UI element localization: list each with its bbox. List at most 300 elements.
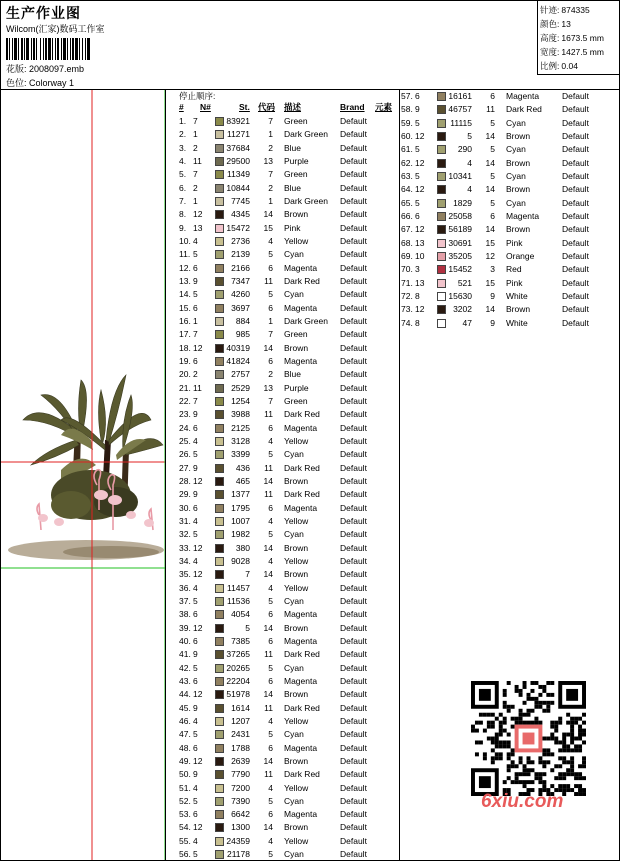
row-code: 6 (490, 91, 495, 101)
color-swatch (215, 304, 224, 313)
color-swatch (215, 264, 224, 273)
row-code: 5 (490, 197, 495, 208)
row-needle: 11 (193, 155, 202, 166)
row-code: 4 (268, 435, 273, 446)
row-needle: 5 (193, 249, 198, 260)
row-index: 30. (179, 502, 191, 513)
table-row (401, 183, 620, 196)
color-swatch (215, 424, 224, 433)
row-desc: Dark Red (284, 275, 320, 286)
table-row (401, 170, 620, 183)
row-needle: 12 (193, 209, 203, 220)
row-brand: Default (562, 91, 589, 101)
table-row (179, 648, 399, 661)
row-needle: 12 (193, 475, 203, 486)
row-code: 6 (268, 502, 273, 513)
color-swatch (215, 357, 224, 366)
row-desc: Green (284, 329, 308, 340)
row-stitches: 21178 (226, 849, 250, 860)
row-index: 32. (179, 529, 191, 540)
color-swatch (215, 797, 224, 806)
row-stitches: 4 (467, 157, 472, 168)
row-needle: 6 (193, 422, 198, 433)
row-index: 40. (179, 635, 191, 646)
row-index: 62. (401, 157, 413, 168)
table-row (179, 448, 399, 461)
row-brand: Default (562, 304, 589, 315)
stat-row (540, 32, 604, 44)
stats-panel (537, 1, 620, 75)
row-index: 24. (179, 422, 191, 433)
row-needle: 1 (193, 195, 198, 206)
row-stitches: 20265 (226, 662, 250, 673)
table-row (401, 210, 620, 223)
row-brand: Default (340, 715, 367, 726)
table-row (179, 408, 399, 421)
design-file: 花版: 2008097.emb (6, 64, 85, 74)
row-index: 48. (179, 742, 191, 753)
row-brand: Default (562, 277, 589, 288)
row-stitches: 1377 (231, 489, 250, 500)
row-needle: 5 (193, 289, 198, 300)
row-desc: Dark Red (284, 769, 320, 780)
row-stitches: 7347 (231, 275, 250, 286)
row-code: 6 (268, 809, 273, 820)
row-index: 60. (401, 130, 413, 141)
row-desc: Blue (284, 369, 302, 380)
row-needle: 6 (193, 609, 198, 620)
row-index: 4. (179, 155, 187, 166)
row-index: 23. (179, 409, 191, 420)
row-needle: 6 (193, 742, 198, 753)
barcode-bar (87, 38, 90, 60)
row-needle: 12 (415, 304, 425, 315)
stat-value: 1427.5 mm (561, 47, 604, 57)
row-desc: Cyan (284, 529, 304, 540)
color-swatch (437, 225, 446, 234)
row-brand: Default (340, 382, 367, 393)
row-index: 68. (401, 237, 413, 248)
color-swatch (215, 410, 224, 419)
row-desc: Yellow (284, 555, 309, 566)
row-stitches: 29500 (226, 155, 250, 166)
color-swatch (215, 810, 224, 819)
row-needle: 4 (193, 515, 198, 526)
row-code: 4 (268, 715, 273, 726)
row-needle: 4 (193, 582, 198, 593)
row-needle: 5 (415, 197, 420, 208)
row-stitches: 7390 (231, 795, 250, 806)
row-code: 14 (485, 224, 495, 235)
row-index: 74. (401, 317, 413, 328)
row-brand: Default (340, 582, 367, 593)
row-code: 4 (268, 582, 273, 593)
color-swatch (215, 544, 224, 553)
row-code: 14 (263, 689, 273, 700)
row-desc: Purple (284, 155, 309, 166)
row-index: 59. (401, 117, 413, 128)
table-row (401, 143, 620, 156)
row-brand: Default (340, 595, 367, 606)
table-row (401, 237, 620, 250)
row-index: 6. (179, 182, 187, 193)
row-needle: 12 (193, 622, 203, 633)
row-desc: Pink (506, 277, 523, 288)
row-needle: 12 (415, 184, 425, 195)
table-row (179, 848, 399, 861)
row-stitches: 5 (467, 130, 472, 141)
table-row (179, 342, 399, 355)
row-needle: 8 (415, 290, 420, 301)
table-row (179, 315, 399, 328)
row-code: 11 (264, 649, 273, 660)
row-index: 43. (179, 675, 191, 686)
row-needle: 12 (193, 542, 203, 553)
row-stitches: 2139 (231, 249, 250, 260)
row-index: 41. (179, 649, 191, 660)
row-needle: 4 (193, 835, 198, 846)
table-row (179, 155, 399, 168)
row-needle: 1 (193, 129, 198, 140)
row-index: 49. (179, 755, 191, 766)
col-header-brand: Brand (340, 102, 365, 112)
color-swatch (215, 370, 224, 379)
row-code: 5 (268, 662, 273, 673)
row-index: 31. (179, 515, 191, 526)
color-swatch (215, 117, 224, 126)
row-desc: Brown (506, 184, 531, 195)
row-stitches: 2736 (231, 235, 250, 246)
row-code: 5 (490, 117, 495, 128)
table-row (179, 795, 399, 808)
row-stitches: 22204 (226, 675, 250, 686)
row-code: 6 (268, 609, 273, 620)
table-row (401, 197, 620, 210)
row-needle: 9 (193, 275, 198, 286)
row-stitches: 11115 (450, 117, 472, 128)
row-needle: 4 (193, 715, 198, 726)
row-desc: Dark Green (284, 195, 328, 206)
row-index: 53. (179, 809, 191, 820)
stat-label: 颜色: (540, 19, 560, 29)
row-brand: Default (340, 675, 367, 686)
table-row (401, 303, 620, 316)
color-swatch (437, 172, 446, 181)
row-code: 11 (264, 702, 273, 713)
row-code: 15 (485, 277, 495, 288)
row-desc: Yellow (284, 435, 309, 446)
row-stitches: 56189 (448, 224, 472, 235)
stat-row (540, 60, 578, 72)
row-needle: 9 (193, 702, 198, 713)
row-desc: Brown (284, 755, 309, 766)
row-stitches: 3128 (231, 435, 250, 446)
row-brand: Default (340, 169, 367, 180)
row-stitches: 7745 (231, 195, 250, 206)
row-code: 5 (490, 170, 495, 181)
row-needle: 6 (193, 675, 198, 686)
row-needle: 12 (193, 689, 203, 700)
row-desc: Green (284, 116, 308, 126)
row-needle: 12 (415, 157, 425, 168)
color-swatch (215, 610, 224, 619)
color-swatch (215, 850, 224, 859)
stop-sequence-table-left (179, 90, 399, 860)
table-heading: 停止顺序: (179, 91, 216, 101)
row-brand: Default (340, 422, 367, 433)
color-swatch (215, 437, 224, 446)
color-swatch (215, 384, 224, 393)
col-header-needle: N# (200, 102, 211, 112)
row-code: 2 (268, 369, 273, 380)
row-desc: Brown (506, 157, 531, 168)
color-swatch (437, 119, 446, 128)
row-index: 54. (179, 822, 191, 833)
row-index: 64. (401, 184, 413, 195)
row-code: 12 (485, 250, 495, 261)
table-row (179, 275, 399, 288)
row-brand: Default (340, 849, 367, 860)
row-desc: Brown (506, 130, 531, 141)
row-index: 67. (401, 224, 413, 235)
row-code: 5 (268, 795, 273, 806)
row-brand: Default (340, 142, 367, 153)
row-needle: 12 (193, 342, 203, 353)
row-needle: 4 (193, 555, 198, 566)
color-swatch (215, 224, 224, 233)
row-desc: Magenta (284, 609, 318, 620)
qr-code-image (471, 681, 586, 796)
row-stitches: 3399 (231, 449, 250, 460)
row-needle: 11 (193, 382, 202, 393)
row-stitches: 15472 (226, 222, 250, 233)
row-desc: Cyan (506, 144, 526, 155)
row-needle: 7 (193, 116, 198, 126)
color-swatch (215, 210, 224, 219)
table-row (179, 635, 399, 648)
row-stitches: 1300 (231, 822, 250, 833)
row-desc: Dark Green (284, 129, 328, 140)
row-stitches: 1207 (231, 715, 250, 726)
stat-row (540, 46, 604, 58)
row-desc: Red (506, 264, 522, 275)
color-swatch (437, 212, 446, 221)
stat-row (540, 18, 571, 30)
row-code: 14 (485, 304, 495, 315)
row-code: 6 (268, 742, 273, 753)
color-swatch (437, 319, 446, 328)
row-code: 14 (263, 622, 273, 633)
row-brand: Default (340, 369, 367, 380)
row-brand: Default (340, 662, 367, 673)
table-row (179, 355, 399, 368)
row-code: 7 (268, 395, 273, 406)
row-index: 63. (401, 170, 413, 181)
row-index: 3. (179, 142, 187, 153)
row-code: 11 (264, 769, 273, 780)
table-row (179, 755, 399, 768)
row-brand: Default (562, 104, 589, 115)
row-desc: Cyan (506, 197, 526, 208)
table-row (179, 608, 399, 621)
row-brand: Default (562, 237, 589, 248)
row-desc: Green (284, 169, 308, 180)
row-desc: Dark Red (284, 702, 320, 713)
color-swatch (215, 637, 224, 646)
row-brand: Default (562, 264, 589, 275)
stat-label: 针迹: (540, 5, 560, 15)
table-row (179, 462, 399, 475)
row-needle: 6 (415, 210, 420, 221)
table-row (179, 582, 399, 595)
table-row (179, 262, 399, 275)
row-index: 16. (179, 315, 191, 326)
row-index: 70. (401, 264, 413, 275)
table-row (401, 103, 620, 116)
row-stitches: 11536 (226, 595, 250, 606)
row-needle: 5 (415, 117, 420, 128)
row-code: 14 (485, 184, 495, 195)
row-stitches: 3988 (231, 409, 250, 420)
row-needle: 4 (193, 435, 198, 446)
row-brand: Default (340, 795, 367, 806)
row-needle: 2 (193, 142, 198, 153)
row-needle: 5 (415, 144, 420, 155)
row-desc: Green (284, 395, 308, 406)
row-stitches: 7200 (231, 782, 250, 793)
row-desc: Brown (284, 475, 309, 486)
table-row (179, 142, 399, 155)
row-needle: 12 (193, 569, 203, 580)
row-brand: Default (340, 395, 367, 406)
table-row (179, 675, 399, 688)
row-stitches: 4 (467, 184, 472, 195)
row-index: 45. (179, 702, 191, 713)
table-row (401, 117, 620, 130)
row-stitches: 6642 (231, 809, 250, 820)
row-desc: Dark Red (284, 649, 320, 660)
row-index: 1. (179, 116, 187, 126)
row-index: 8. (179, 209, 187, 220)
row-stitches: 11271 (226, 129, 250, 140)
color-swatch (215, 717, 224, 726)
row-brand: Default (340, 116, 367, 126)
row-stitches: 37684 (226, 142, 250, 153)
table-row (179, 488, 399, 501)
stat-label: 比例: (540, 61, 560, 71)
row-brand: Default (340, 182, 367, 193)
row-needle: 3 (415, 264, 420, 275)
barcode (6, 38, 132, 60)
row-code: 5 (268, 449, 273, 460)
row-desc: Dark Red (284, 462, 320, 473)
row-code: 13 (263, 155, 273, 166)
row-code: 3 (490, 264, 495, 275)
row-code: 15 (263, 222, 273, 233)
row-brand: Default (562, 290, 589, 301)
row-stitches: 9028 (231, 555, 250, 566)
color-swatch (437, 239, 446, 248)
row-stitches: 35205 (448, 250, 472, 261)
row-needle: 5 (193, 449, 198, 460)
row-needle: 10 (415, 250, 425, 261)
row-index: 9. (179, 222, 187, 233)
stat-row (540, 4, 590, 16)
row-index: 65. (401, 197, 413, 208)
row-stitches: 30691 (448, 237, 472, 248)
row-index: 47. (179, 729, 191, 740)
row-index: 50. (179, 769, 191, 780)
row-stitches: 83921 (226, 116, 250, 126)
table-row (401, 290, 620, 303)
row-index: 44. (179, 689, 191, 700)
row-index: 27. (179, 462, 191, 473)
row-desc: Brown (506, 224, 531, 235)
row-desc: Blue (284, 142, 302, 153)
row-stitches: 2757 (231, 369, 250, 380)
stat-label: 宽度: (540, 47, 560, 57)
row-needle: 5 (193, 595, 198, 606)
table-row (401, 250, 620, 263)
row-index: 26. (179, 449, 191, 460)
row-code: 6 (268, 302, 273, 313)
row-desc: Yellow (284, 582, 309, 593)
row-stitches: 5 (245, 622, 250, 633)
row-desc: Cyan (284, 595, 304, 606)
row-index: 38. (179, 609, 191, 620)
row-stitches: 7385 (231, 635, 250, 646)
row-brand: Default (340, 475, 367, 486)
row-code: 11 (264, 462, 273, 473)
row-index: 33. (179, 542, 191, 553)
row-brand: Default (340, 809, 367, 820)
table-row (179, 688, 399, 701)
color-swatch (215, 237, 224, 246)
table-row (401, 223, 620, 236)
table-row (179, 835, 399, 848)
row-index: 28. (179, 475, 191, 486)
row-brand: Default (340, 209, 367, 220)
row-needle: 12 (193, 822, 203, 833)
row-index: 35. (179, 569, 191, 580)
row-brand: Default (562, 317, 589, 328)
row-desc: Magenta (506, 210, 540, 221)
table-row (179, 168, 399, 181)
stat-value: 0.04 (561, 61, 578, 71)
row-brand: Default (340, 222, 367, 233)
row-desc: Yellow (284, 515, 309, 526)
row-code: 11 (264, 409, 273, 420)
row-index: 22. (179, 395, 191, 406)
row-desc: Brown (284, 689, 309, 700)
stat-value: 13 (561, 19, 571, 29)
row-stitches: 24359 (226, 835, 250, 846)
row-stitches: 2431 (231, 729, 250, 740)
color-swatch (437, 145, 446, 154)
row-desc: White (506, 290, 528, 301)
row-brand: Default (340, 449, 367, 460)
row-brand: Default (340, 542, 367, 553)
row-desc: Cyan (284, 795, 304, 806)
row-brand: Default (340, 529, 367, 540)
row-desc: Cyan (284, 289, 304, 300)
row-needle: 5 (193, 729, 198, 740)
row-brand: Default (340, 289, 367, 300)
row-code: 14 (263, 755, 273, 766)
row-index: 56. (179, 849, 191, 860)
color-swatch (215, 250, 224, 259)
color-swatch (215, 624, 224, 633)
